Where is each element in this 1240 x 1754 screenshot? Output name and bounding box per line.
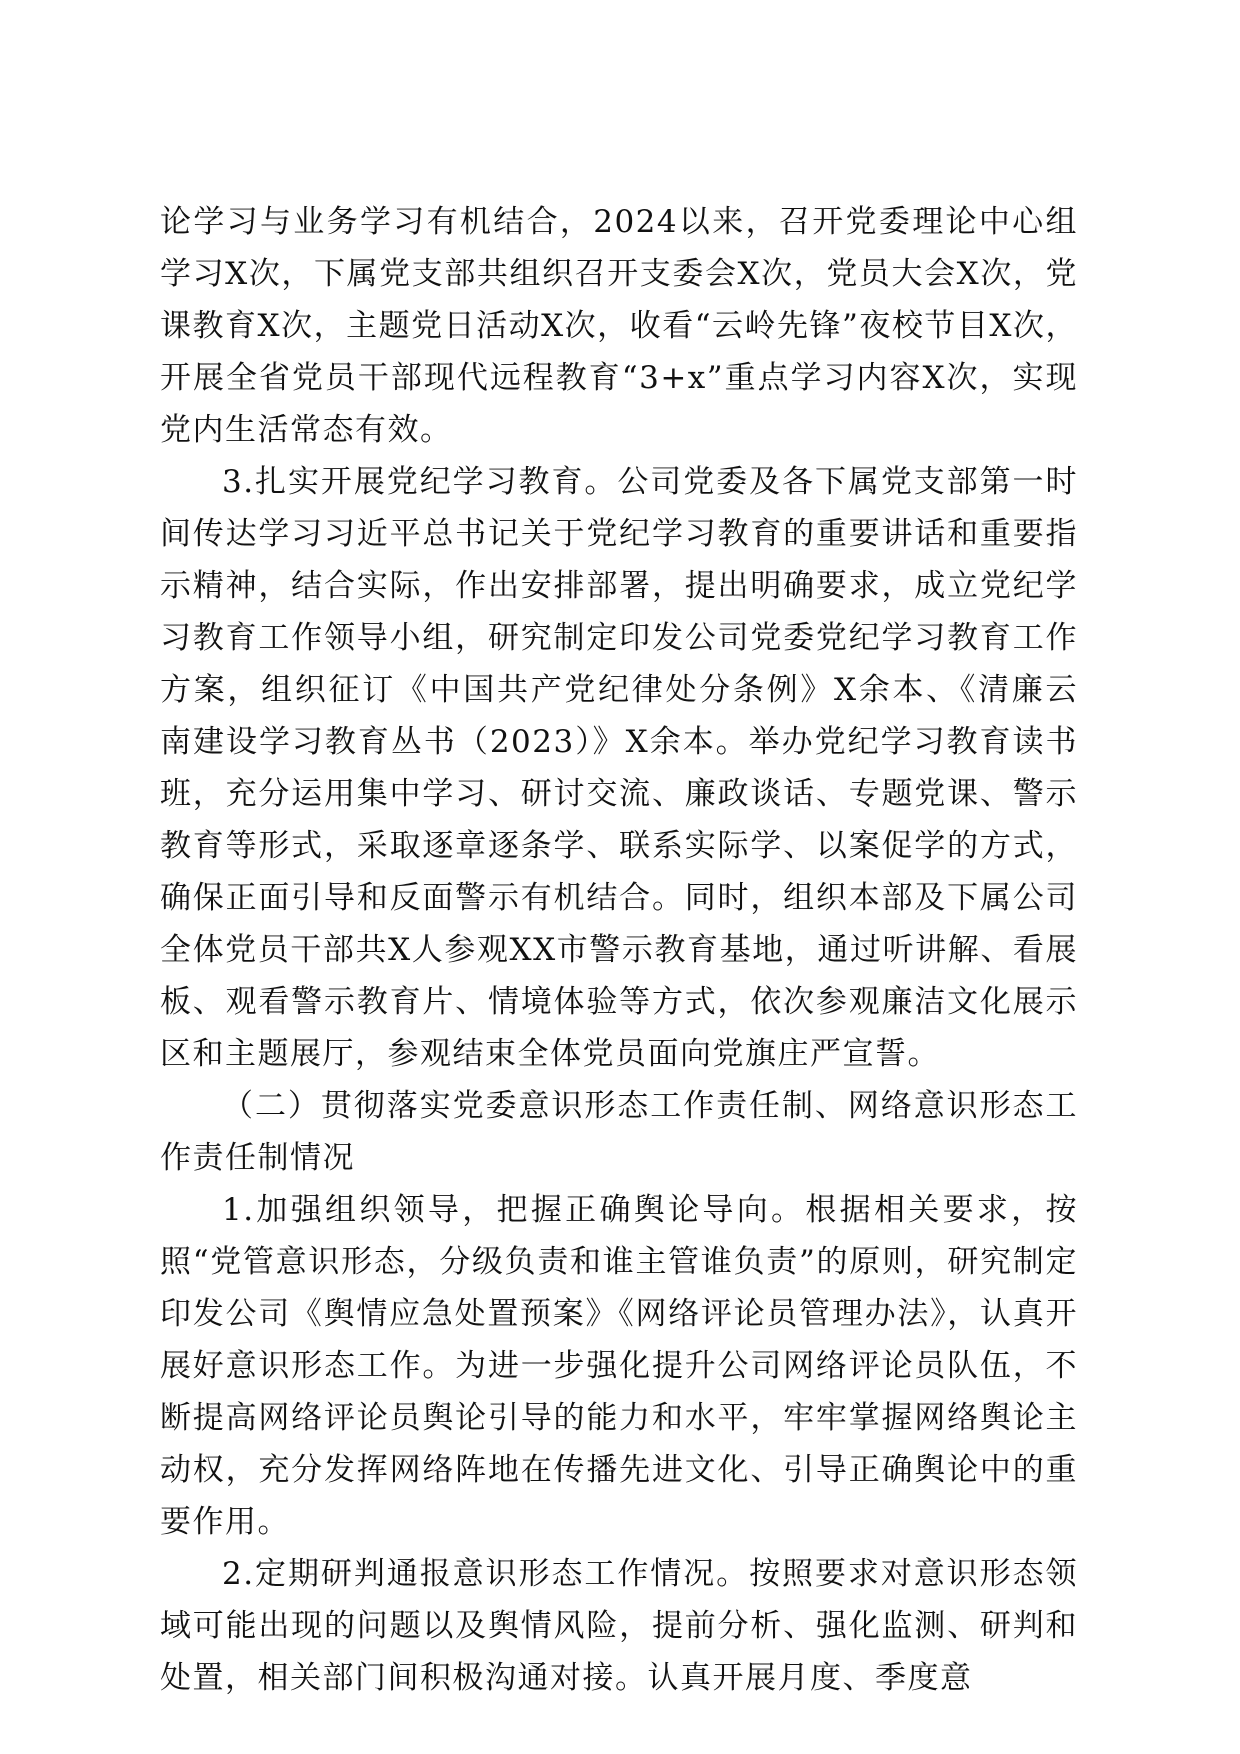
paragraph-party-discipline-education: 3.扎实开展党纪学习教育。公司党委及各下属党支部第一时间传达学习习近平总书记关于党纪学习教育的重要讲话和重要指示精神，结合实际，作出安排部署，提出明确要求，成立党纪学习教育工作领导小组，研究制定印发公司党委党纪学习教育工作方案，组织征订《中国共产党纪律处分条例》X余本、《清廉云南建设学习教育丛书（2023）》X余本。举办党纪学习教育读书班，充分运用集中学习、研讨交流、廉政谈话、专题党课、警示教育等形式，采取逐章逐条学、联系实际学、以案促学的方式，确保正面引导和反面警示有机结合。同时，组织本部及下属公司全体党员干部共X人参观XX市警示教育基地，通过听讲解、看展板、观看警示教育片、情境体验等方式，依次参观廉洁文化展示区和主题展厅，参观结束全体党员面向党旗庄严宣誓。 [160,464,1078,1072]
paragraph-regular-assessment: 2.定期研判通报意识形态工作情况。按照要求对意识形态领域可能出现的问题以及舆情风险，提前分析、强化监测、研判和处置，相关部门间积极沟通对接。认真开展月度、季度意 [160,1556,1078,1696]
document-body [160,196,1078,1704]
paragraph-continuation: 论学习与业务学习有机结合，2024以来，召开党委理论中心组学习X次，下属党支部共组织召开支委会X次，党员大会X次，党课教育X次，主题党日活动X次，收看“云岭先锋”夜校节目X次，开展全省党员干部现代远程教育“3+x”重点学习内容X次，实现党内生活常态有效。 [160,204,1078,448]
paragraph-organizational-leadership: 1.加强组织领导，把握正确舆论导向。根据相关要求，按照“党管意识形态，分级负责和谁主管谁负责”的原则，研究制定印发公司《舆情应急处置预案》《网络评论员管理办法》，认真开展好意识形态工作。为进一步强化提升公司网络评论员队伍，不断提高网络评论员舆论引导的能力和水平，牢牢掌握网络舆论主动权，充分发挥网络阵地在传播先进文化、引导正确舆论中的重要作用。 [160,1192,1078,1540]
section-heading-ideology-responsibility: （二）贯彻落实党委意识形态工作责任制、网络意识形态工作责任制情况 [160,1088,1078,1176]
